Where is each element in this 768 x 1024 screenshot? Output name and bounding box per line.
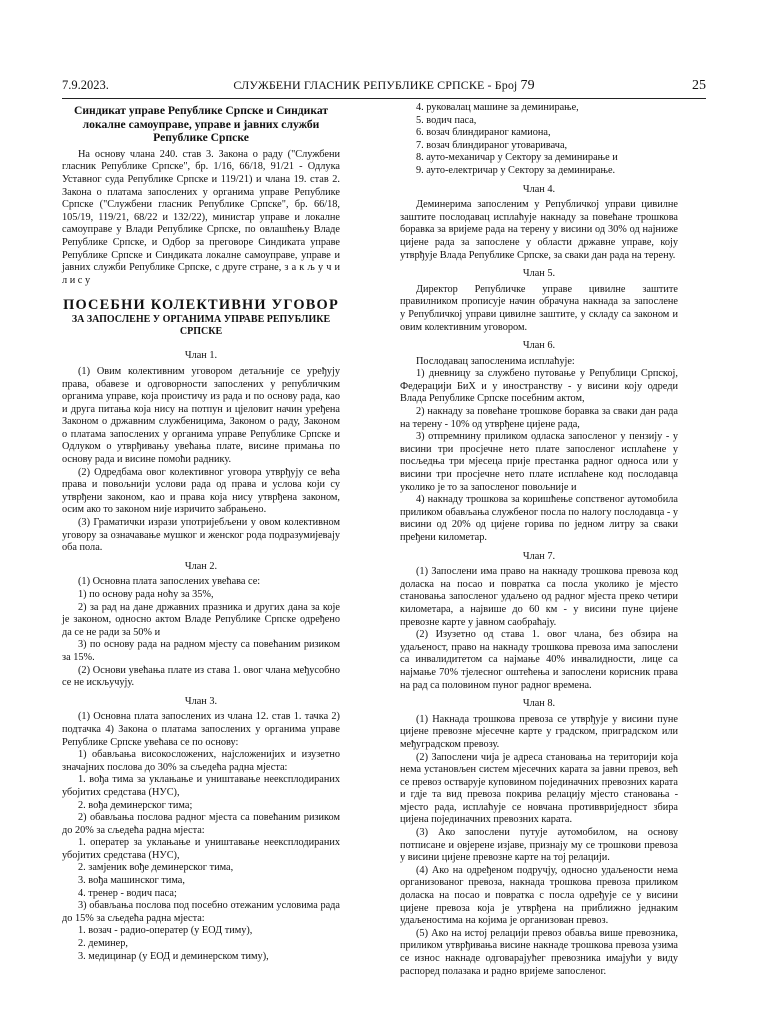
article-3-subitem: 9. ауто-електричар у Сектору за деминирање. <box>416 164 616 176</box>
article-3-subitem: 1. возач - радио-оператер (у ЕОД тиму), <box>78 925 253 937</box>
intro-title: Синдикат управе Републике Српске и Синдикат локалне самоуправе, управе и јавних служби Републике Српске <box>73 104 329 145</box>
article-8-paragraph: (1) Накнада трошкова превоза се утврђује у висини пуне цијене превозне мјесечне карте у градском, приградском или међуградском превозу. <box>400 713 678 750</box>
article-6-heading: Члан 6. <box>522 340 556 352</box>
article-2-item: 2) за рад на дане државних празника и других дана за које је законом, односно актом Владе Републике Српске одређено да се не ради за 50% и <box>62 601 340 638</box>
gazette-name: СЛУЖБЕНИ ГЛАСНИК РЕПУБЛИКЕ СРПСКЕ - Број <box>233 78 518 92</box>
article-3-subitem: 8. ауто-механичар у Сектору за деминирање и <box>416 152 618 164</box>
article-1-paragraph: (2) Одредбама овог колективног уговора утврђују се већа права и повољнији услови рада од права и услова који су утврђени законом, као и права која нису утврђена законом, осим ако то законом није изричито забрањено. <box>62 466 340 516</box>
article-3-subitem: 5. водич паса, <box>416 114 477 126</box>
gazette-title <box>62 78 706 94</box>
article-3-item: 1) обављања високосложених, најсложенијих и изузетно значајних послова до 30% за сљедећа радна мјеста: <box>62 749 340 773</box>
article-6-paragraph: Послодавац запосленима исплаћује: <box>416 355 575 367</box>
header-rule <box>62 98 706 99</box>
document-title: ПОСЕБНИ КОЛЕКТИВНИ УГОВОР <box>63 297 339 314</box>
intro-text: На основу члана 240. став 3. Закона о раду ("Службени гласник Републике Српске", бр. 1/16, 66/18, 91/21 - Одлука Уставног суда Републике Српске и 119/21) и члана 19. став 2. Закона о платама запослених у органима управе Републике Српске ("Службени гласник Републике Српске", бр. 66/18, 105/19, 119/21, 68/22 и 132/22), министар управе и локалне самоуправе у Влади Републике Српске, по овлашћењу Владе Републике Српске, и Одбор за преговоре Синдиката управе Републике Српске и Синдиката локалне самоуправе, управе и јавних служби Републике Српске, с друге стране, з а к љ у ч и л и с у <box>62 148 340 286</box>
article-8-paragraph: (5) Ако на истој релацији превоз обавља више превозника, приликом утврђивања висине накнаде трошкова превоза узима се износ накнаде одговарајућег превозника имајући у виду распоред полазака и радно вријеме запосленог. <box>400 927 678 977</box>
article-6-item: 1) дневницу за службено путовање у Републици Српској, Федерацији БиХ и у иностранству - у висини коју одреди Влада Републике Српске посебним актом, <box>400 368 678 405</box>
article-7-paragraph: (2) Изузетно од става 1. овог члана, без обзира на удаљеност, право на накнаду трошкова превоза има запослени са инвалидитетом са најмање 40% инвалидности, лице са најмање 70% тјелесног оштећења и запослени корисник права на рад са половином пуног радног времена. <box>400 629 678 691</box>
article-8-paragraph: (2) Запослени чија је адреса становања на територији која нема установљен систем мјесечних карата за јавни превоз, већ се превоз остварује куповином појединачних превозних карата и гдје та вид превоза покрива релацију мјесто становања - мјесто рада, исплаћује се новчана противвриједност збира цијена појединачних превозних карата. <box>400 751 678 826</box>
article-7-paragraph: (1) Запослени има право на накнаду трошкова превоза код доласка на посао и повратка са посла уколико је мјесто становања запосленог удаљено од радног мјеста преко четири километара, а највише до 60 км - у висини пуне цијене превозне карте у јавном саобраћају. <box>400 566 678 628</box>
left-column <box>62 102 340 963</box>
article-4-paragraph: Деминерима запосленим у Републичкој управи цивилне заштите послодавац исплаћује накнаду за повећане трошкова боравка за вријеме рада на терену у висини од 30% од најниже цијене рада за запослене у области државне управе, коју утврђује Влада Републике Српске, за сваки дан рада на терену. <box>400 199 678 261</box>
article-7-heading: Члан 7. <box>522 550 556 562</box>
article-2-paragraph: (2) Основи увећања плате из става 1. овог члана међусобно се не искључују. <box>62 664 340 689</box>
article-6-item: 2) накнаду за повећане трошкове боравка за сваки дан рада на терену - 10% од утврђене цијене рада, <box>400 406 678 430</box>
article-3-item: 2) обављања послова радног мјеста са повећаним ризиком до 20% за сљедећа радна мјеста: <box>62 812 340 836</box>
article-2-paragraph: (1) Основна плата запослених увећава се: <box>78 576 261 588</box>
page-header <box>62 78 706 98</box>
article-3-subitem: 2. вођа деминерског тима; <box>78 799 193 811</box>
article-3-subitem: 1. вођа тима за уклањање и уништавање неексплодираних убојитих средстава (НУС), <box>62 774 340 798</box>
article-3-subitem: 7. возач блиндираног утоваривача, <box>416 139 568 151</box>
article-5-heading: Члан 5. <box>522 268 556 280</box>
document-subtitle: ЗА ЗАПОСЛЕНЕ У ОРГАНИМА УПРАВЕ РЕПУБЛИКЕ СРПСКЕ <box>71 314 331 338</box>
article-3-subitem: 2. деминер, <box>78 938 128 950</box>
article-3-subitem: 3. вођа машинског тима, <box>78 875 185 887</box>
right-column <box>400 102 678 978</box>
article-3-paragraph: (1) Основна плата запослених из члана 12. став 1. тачка 2) подтачка 4) Закона о платама запослених у органима управе Републике Српске увећава се по основу: <box>62 711 340 748</box>
article-3-subitem: 6. возач блиндираног камиона, <box>416 127 551 139</box>
article-1-heading: Члан 1. <box>184 350 218 362</box>
article-3-subitem: 1. оператер за уклањање и уништавање неексплодираних убојитих средстава (НУС), <box>62 837 340 861</box>
article-3-subitem: 2. замјеник вође деминерског тима, <box>78 862 234 874</box>
article-5-paragraph: Директор Републичке управе цивилне заштите правилником прописује начин обрачуна накнада за запослене у Републичкој управи цивилне заштите, у складу са законом и овим колективним уговором. <box>400 283 678 333</box>
article-8-heading: Члан 8. <box>522 698 556 710</box>
article-2-item: 1) по основу рада ноћу за 35%, <box>78 589 214 600</box>
article-6-item: 3) отпремнину приликом одласка запосленог у пензију - у висини три просјечне нето плате запосленог исплаћене у посљедња три мјесеца прије престанка радног односа или у висини три просјечне нето плате исплаћене код послодавца уколико је то за запосленог повољније и <box>400 431 678 493</box>
issue-number: 79 <box>520 78 535 93</box>
page-number: 25 <box>692 78 706 93</box>
article-4-heading: Члан 4. <box>522 183 556 195</box>
article-6-item: 4) накнаду трошкова за коришћење сопственог аутомобила приликом обављања службеног посла по налогу послодавца - у висини од 20% од цијене горива по једном литру за сваки пређени километар. <box>400 494 678 543</box>
article-3-subitem: 4. руковалац машине за деминирање, <box>416 102 579 113</box>
article-1-paragraph: (1) Овим колективним уговором детаљније се уређују права, обавезе и одговорности запослених у републичким органима управе, која проистичу из рада и по основу рада, као и друга питања која нису на потпун и цјеловит начин уређена Законом о државним службеницима, Законом о раду, Законом о платама запослених у органима управе Републике Српске и Одлуком о утврђивању увећања плате, висине примања по основу рада и висине помоћи раднику. <box>62 365 340 466</box>
article-2-item: 3) по основу рада на радном мјесту са повећаним ризиком за 15%. <box>62 639 340 663</box>
article-3-subitem: 4. тренер - водич паса; <box>78 887 177 899</box>
article-8-paragraph: (3) Ако запослени путује аутомобилом, на основу потписане и овјерене изјаве, признају му се трошкови превоза у висини цијене превозне карте на тој релацији. <box>400 827 678 864</box>
issue-date: 7.9.2023. <box>62 78 109 92</box>
article-1-paragraph: (3) Граматички изрази употријебљени у овом колективном уговору за означавање мушког и женског рода подразумијевају оба пола. <box>62 517 340 554</box>
article-3-item: 3) обављања послова под посебно отежаним условима рада до 15% за сљедећа радна мјеста: <box>62 900 340 924</box>
article-8-paragraph: (4) Ако на одређеном подручју, односно удаљености нема организованог превоза, накнада трошкова превоза приликом доласка на посао и повратка с посла одређује се у висини цијене превоза која је утврђена на приближно једнаким удаљеностима на којима је организован превоз. <box>400 864 678 927</box>
article-2-heading: Члан 2. <box>184 560 218 572</box>
article-3-subitem: 3. медицинар (у ЕОД и деминерском тиму), <box>78 950 269 962</box>
article-3-heading: Члан 3. <box>184 695 218 707</box>
